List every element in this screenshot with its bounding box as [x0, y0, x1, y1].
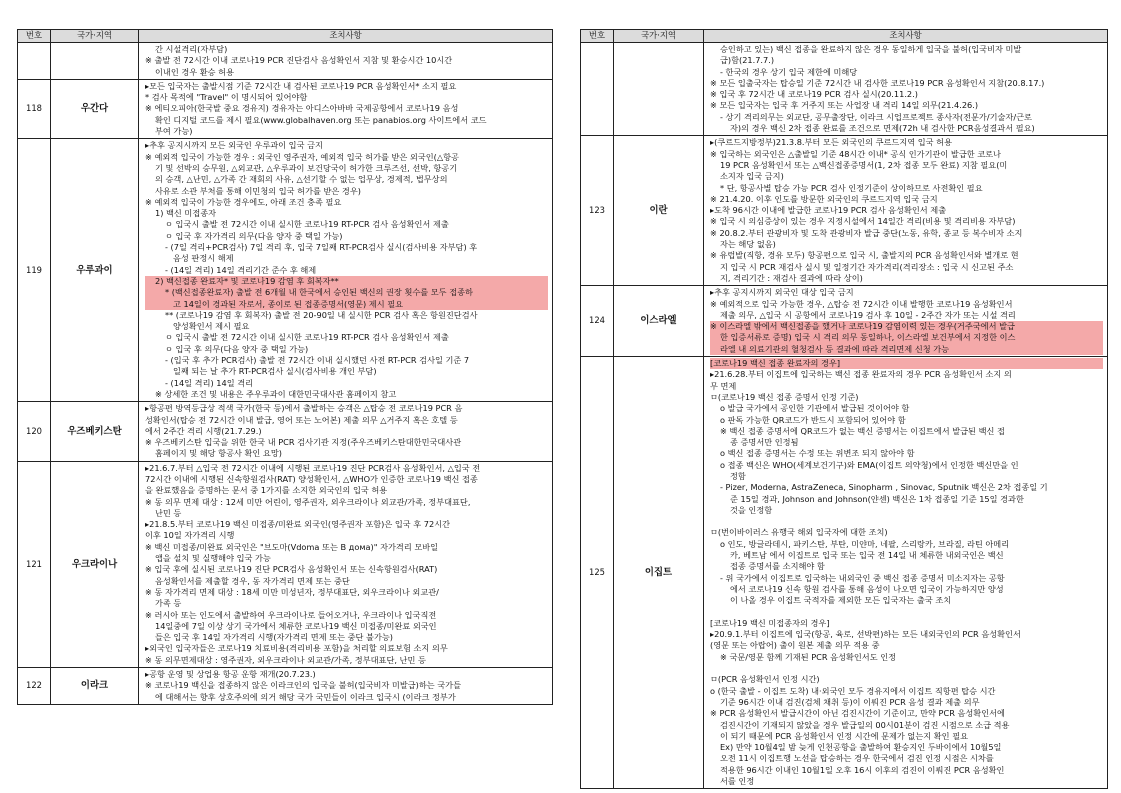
country-name: 이라크: [51, 668, 139, 705]
measure-cell: [704, 286, 1108, 357]
measure-cell: [139, 79, 553, 138]
measure-line: o 판독 가능한 QR코드가 반드시 포함되어 있어야 함: [720, 414, 906, 425]
measure-line: 자는 해당 없음): [720, 239, 776, 250]
measure-line: ※ 우즈베키스탄 입국을 위한 한국 내 PCR 검사기관 지정(주우즈베키스탄대한민국대사관: [145, 437, 462, 448]
measure-line: 서를 인정: [720, 776, 755, 786]
table-row: [581, 286, 1108, 357]
table-row: [18, 461, 553, 667]
row-number: [581, 43, 614, 136]
measure-line: ※ 동 의무면제대상 : 영주권자, 외우크라이나 외교관/가족, 정부대표단, 난민 등: [145, 654, 426, 665]
measure-line: - (7일 격리+PCR검사) 7일 격리 후, 입국 7일째 RT-PCR검사 실시(검사비용 자부담) 후: [165, 242, 478, 253]
measure-line: 에서 2주간 격리 시행(21.7.29.): [145, 425, 262, 436]
measure-cell: [139, 461, 553, 667]
measure-line: 양성확인서 제시 필요: [173, 321, 250, 332]
measure-line: 소지자 입국 금지): [720, 171, 784, 182]
measure-line: o 발급 국가에서 공인한 기관에서 발급된 것이어야 함: [720, 403, 910, 414]
measure-line: 19 PCR 음성확인서 또는 △백신접종증명서(1, 2차 접종 모두 완료) 지참 필요(미: [720, 159, 1008, 170]
measure-line: 지 입국 시 PCR 재검사 실시 및 일정기간 자가격리(격리장소 : 입국 시 신고된 주소: [720, 261, 1014, 272]
measure-line: 제출 의무, △입국 시 공항에서 코로나19 검사 후 10일 - 2주간 자가 또는 시설 격리: [720, 309, 1016, 320]
measure-cell: [139, 402, 553, 461]
measure-line: ▸모든 입국자는 출발시점 기준 72시간 내 검사된 코로나19 PCR 음성확인서* 소지 필요: [145, 80, 457, 91]
highlighted-measure-line: [코로나19 백신 접종 완료자의 경우]: [710, 358, 1103, 369]
measure-line: 종 증명서만 인정됨: [730, 437, 799, 448]
measure-line: [710, 663, 1103, 674]
row-number: 118: [18, 79, 51, 138]
measure-line: 접종 증명서를 소지해야 함: [730, 561, 825, 572]
right-table-body: [581, 43, 1108, 789]
measure-line: 적용한 96시간 이내인 10월1일 오후 16시 이후의 검진이 이뤄진 PCR 음성확인: [720, 764, 1005, 775]
left-table-body: [18, 43, 553, 705]
measure-line: 부여 가능): [155, 126, 193, 137]
country-name: 우루과이: [51, 139, 139, 402]
measure-line: 급)함(21.7.7.): [720, 55, 775, 66]
measure-line: ▸항공편 방역등급상 적색 국가(한국 등)에서 출발하는 승객은 △탑승 전 코로나19 PCR 음: [145, 403, 463, 414]
measure-line: ※ 상세한 조건 및 내용은 주우루과이 대한민국대사관 홈페이지 참고: [155, 388, 397, 399]
measure-line: 정함: [730, 470, 746, 481]
measure-line: 사유로 소관 부처를 통해 이민청의 입국 허가를 받은 경우): [155, 185, 361, 196]
measure-line: ▸21.8.5.부터 코로나19 백신 미접종/미완료 외국인(영주권자 포함)은 입국 후 72시간: [145, 519, 451, 530]
measure-line: ▸21.6.28.부터 이집트에 입국하는 백신 접종 완료자의 경우 PCR 음성확인서 소지 의: [710, 369, 1012, 380]
right-table: [580, 29, 1108, 789]
measure-line: 가족 등: [155, 598, 182, 609]
table-header-row: [581, 30, 1108, 43]
measure-line: - 한국의 경우 상기 입국 제한에 미해당: [720, 66, 858, 77]
country-name: 이집트: [614, 357, 704, 789]
measure-line: Ex) 만약 10월4일 밤 늦게 인천공항을 출발하여 환승지인 두바이에서 10월5일: [720, 742, 1002, 753]
measure-line: ㅁ(PCR 음성확인서 인정 시간): [710, 674, 820, 685]
header-country: 국가·지역: [614, 30, 704, 43]
measure-line: ▸추후 공지시까지 모든 외국인 우루과이 입국 금지: [145, 140, 323, 151]
row-number: 121: [18, 461, 51, 667]
measure-line: ▸추후 공지시까지 외국인 대상 입국 금지: [710, 287, 854, 298]
header-measure: 조치사항: [704, 30, 1108, 43]
measure-line: o 인도, 방글라데시, 파키스탄, 부탄, 미얀마, 네팔, 스리랑카, 브라질, 라틴 아메리: [720, 538, 1010, 549]
table-row: [581, 136, 1108, 286]
measure-line: ▸공항 운영 및 상업용 항공 운항 재개(20.7.23.): [145, 669, 316, 680]
measure-line: ▸21.6.7.부터 △입국 전 72시간 이내에 시행된 코로나19 진단 PCR검사 음성확인서, △입국 전: [145, 462, 481, 473]
measure-line: 이 나올 경우 이집트 국적자를 제외한 모든 입국자는 출국 조치: [730, 595, 952, 606]
country-name: 우간다: [51, 79, 139, 138]
measure-line: ㅇ 입국 후 자가격리 의무(다음 양자 중 택일 가능): [165, 230, 343, 241]
measure-line: 이후 10일 자가격리 시행: [145, 530, 235, 541]
measure-line: ▸20.9.1.부터 이집트에 입국(항공, 육로, 선박편)하는 모든 내외국인의 PCR 음성확인서: [710, 629, 1021, 640]
row-number: 123: [581, 136, 614, 286]
country-name: [51, 43, 139, 80]
measure-line: ※ 20.8.2.부터 관광비자 및 도착 관광비자 발급 중단(노동, 유학, 종교 등 복수비자 소지: [710, 227, 1023, 238]
measure-line: 무 면제: [710, 380, 737, 391]
country-name: 이란: [614, 136, 704, 286]
measure-line: 일째 되는 날 추가 RT-PCR검사 실시(검사비용 개인 부담): [173, 366, 377, 377]
measure-cell: [704, 357, 1108, 789]
measure-line: ※ 예외적으로 입국 가능한 경우, △탑승 전 72시간 이내 발행한 코로나19 음성확인서: [710, 298, 1013, 309]
measure-line: ※ PCR 음성확인서 발급시간이 아닌 검진시간이 기준이고, 만약 PCR 음성확인서에: [710, 708, 1005, 719]
measure-line: 성확인서(탑승 전 72시간 이내 발급, 영어 또는 노어본) 제출 의무 △거주지 혹은 호텔 등: [145, 414, 458, 425]
measure-line: ※ 예외적 입국이 가능한 경우 : 외국인 영주권자, 예외적 입국 허가를 받은 외국인(△항공: [145, 151, 459, 162]
measure-line: 의 승객, △난민, △가족 간 재회의 사유, △선기할 수 없는 업무상, 경제적, 법무상의: [155, 174, 448, 185]
header-no: 번호: [581, 30, 614, 43]
measure-line: 음성확인서를 제출할 경우, 동 자가격리 면제 또는 중단: [155, 575, 350, 586]
measure-line: ※ 입국 시 의심증상이 있는 경우 지정시설에서 14일간 격리(비용 및 격리비용 자부담): [710, 216, 1016, 227]
measure-line: 이내인 경우 환승 허용: [155, 66, 234, 77]
measure-line: 음성 판정시 해제: [173, 253, 234, 264]
measure-cell: [139, 43, 553, 80]
row-number: 125: [581, 357, 614, 789]
measure-line: [710, 607, 1103, 618]
measure-line: [710, 516, 1103, 527]
highlighted-measure-line: * (백신접종완료자) 출발 전 6개월 내 한국에서 승인된 백신의 권장 횟수를 모두 접종하: [145, 287, 548, 298]
measure-line: [코로나19 백신 미접종자의 경우]: [710, 617, 830, 628]
measure-cell: [139, 139, 553, 402]
measure-line: 간 시설격리(자부담): [155, 44, 228, 54]
measure-line: ㅇ 입국시 출발 전 72시간 이내 실시한 코로나19 RT-PCR 검사 음성확인서 제출: [165, 332, 449, 343]
left-table: [17, 29, 553, 705]
measure-line: ※ 에티오피아(한국발 중요 경유지) 경유자는 아디스아바바 국제공항에서 코로나19 음성: [145, 103, 459, 114]
header-measure: 조치사항: [139, 30, 553, 43]
measure-line: 준 15일 경과, Johnson and Johnson(얀센) 백신은 1차 접종일 기준 15일 경과한: [730, 493, 1024, 504]
row-number: 124: [581, 286, 614, 357]
measure-line: ※ 백신 접종 증명서에 QR코드가 없는 백신 증명서는 이집트에서 발급된 백신 접: [720, 425, 1005, 436]
header-no: 번호: [18, 30, 51, 43]
measure-line: - (입국 후 추가 PCR검사) 출발 전 72시간 이내 실시했던 사전 RT-PCR 검사일 기준 7: [165, 355, 470, 366]
measure-line: 앱을 설치 및 실행해야 입국 가능: [155, 553, 271, 564]
measure-line: - (14일 격리) 14일 격리기간 준수 후 해제: [165, 264, 317, 275]
measure-line: ** (코로나19 감염 후 회복자) 출발 전 20-90일 내 실시한 PCR 검사 혹은 항원진단검사: [165, 309, 478, 320]
country-name: 우크라이나: [51, 461, 139, 667]
measure-line: 에서 코로나19 신속 항원 검사를 통해 음성이 나오면 입국이 가능하지만 양성: [730, 583, 1004, 594]
measure-line: o 백신 접종 증명서는 수정 또는 위변조 되지 않아야 함: [720, 448, 915, 459]
measure-line: ㅁ(코로나19 백신 접종 증명서 인정 기준): [710, 391, 859, 402]
measure-line: 난민 등: [155, 507, 182, 518]
measure-line: ※ 모든 입출국자는 탑승일 기준 72시간 내 검사한 코로나19 PCR 음성확인서 지참(20.8.17.): [710, 77, 1045, 88]
measure-line: ※ 유럽발(직항, 경유 모두) 항공편으로 입국 시, 출발지의 PCR 음성확인서와 별개로 현: [710, 250, 1019, 261]
measure-line: - 위 국가에서 이집트로 입국하는 내외국인 중 백신 접종 증명서 미소지자는 공항: [720, 572, 1005, 583]
row-number: 122: [18, 668, 51, 705]
measure-line: - Pizer, Moderna, AstraZeneca, Sinopharm , Sinovac, Sputnik 백신은 2차 접종일 기: [720, 482, 1048, 493]
measure-line: ㅇ 입국시 출발 전 72시간 이내 실시한 코로나19 RT-PCR 검사 음성확인서 제출: [165, 219, 449, 230]
highlighted-measure-line: 한 입증서류로 증명) 입국 시 격리 의무 동일하나, 이스라엘 보건부에서 지정한 이스: [710, 332, 1103, 343]
measure-line: o (한국 출발 - 이집트 도착) 내·외국인 모두 경유지에서 이집트 직항편 탑승 시간: [710, 685, 996, 696]
measure-line: ※ 입국 후 72시간 내 코로나19 PCR 검사 실시(20.11.2.): [710, 89, 918, 100]
measure-line: 1) 백신 미접종자: [155, 208, 217, 219]
highlighted-measure-line: ※ 이스라엘 밖에서 백신접종을 했거나 코로나19 감염이력 있는 경우(거주국에서 발급: [710, 321, 1103, 332]
measure-line: 기 및 선박의 승무원, △외교관, △우루과이 보건당국이 허가한 크루즈선, 선박, 항공기: [155, 162, 458, 173]
table-row: [18, 402, 553, 461]
measure-line: ※ 모든 입국자는 입국 후 거주지 또는 사업장 내 격리 14일 의무(21.4.26.): [710, 100, 979, 111]
measure-line: ▸(쿠르드지방정부)21.3.8.부터 모든 외국인의 쿠르드지역 입국 허용: [710, 137, 952, 148]
measure-line: ※ 코로나19 백신을 접종하지 않은 이라크인의 입국을 불허(입국비자 미발급)하는 국가들: [145, 680, 462, 691]
measure-line: 을 완료했음을 증명하는 문서 중 1가지를 소지한 외국인의 입국 허용: [145, 485, 388, 496]
measure-line: ※ 입국하는 외국인은 △출발일 기준 48시간 이내* 공식 인가기관이 발급한 코로나: [710, 148, 1001, 159]
measure-line: 카, 베트남 에서 이집트로 입국 또는 입국 전 14일 내 체류한 내외국인은 백신: [730, 550, 1004, 561]
country-name: [614, 43, 704, 136]
measure-line: 자)의 경우 백신 2차 접종 완료를 조건으로 면제(72h 내 검사한 PCR음성결과서 필요): [730, 123, 1035, 134]
measure-line: * 검사 목적에 "Travel" 이 명시되어 있어야함: [145, 92, 308, 103]
measure-line: * 단, 항공사별 탑승 가능 PCR 검사 인정기준이 상이하므로 사전확인 필요: [720, 182, 983, 193]
measure-line: 확인 디지털 코드를 제시 필요(www.globalhaven.org 또는 panabios.org 사이트에서 코드: [155, 114, 487, 125]
measure-cell: [704, 136, 1108, 286]
row-number: [18, 43, 51, 80]
measure-line: 홈페이지 및 해당 항공사 확인 요망): [155, 448, 282, 459]
measure-line: ▸도착 96시간 이내에 발급한 코로나19 PCR 검사 음성확인서 제출: [710, 205, 947, 216]
measure-line: ※ 동 자가격리 면제 대상 : 18세 미만 미성년자, 정부대표단, 외우크라이나 외교관/: [145, 586, 439, 597]
measure-line: ※ 국문/영문 함께 기재된 PCR 음성확인서도 인정: [720, 651, 897, 662]
measure-line: (영문 또는 아랍어) 출이 원본 제출 의무 적용 중: [710, 640, 880, 651]
measure-line: 승인하고 있는) 백신 접종을 완료하지 않은 경우 동일하게 입국을 불허(입국비자 미발: [720, 44, 1022, 54]
country-name: 우즈베키스탄: [51, 402, 139, 461]
row-number: 120: [18, 402, 51, 461]
table-header-row: [18, 30, 553, 43]
measure-line: ※ 21.4.20. 이후 인도를 방문한 외국인의 쿠르드지역 입국 금지: [710, 193, 938, 204]
measure-line: 오전 11시 이집트행 노선을 탑승하는 경우 한국에서 검진 인정 시점은 시차를: [720, 753, 994, 764]
measure-cell: [704, 43, 1108, 136]
measure-line: ※ 예외적 입국이 가능한 경우에도, 아래 조건 충족 필요: [145, 196, 342, 207]
measure-line: 지, 격리기간 : 재검사 결과에 따라 상이): [720, 272, 863, 283]
measure-line: - 상기 격리의무는 외교단, 공무출장단, 이라크 시업프로젝트 종사자(전문가/기술자/근로: [720, 111, 1032, 122]
measure-line: ㅁ(번이바이러스 유행국 해외 입국자에 대한 조치): [710, 527, 888, 538]
table-row: [18, 43, 553, 80]
measure-line: ※ 입국 후에 실시된 코로나19 진단 PCR검사 음성확인서 또는 신속항원검사(RAT): [145, 564, 438, 575]
measure-line: ㅇ 입국 후 의무(다음 양자 중 택일 가능): [165, 343, 309, 354]
measure-line: 들은 입국 후 14일 자가격리 시행(자가격리 면제 또는 중단 불가능): [155, 632, 393, 643]
row-number: 119: [18, 139, 51, 402]
measure-line: ※ 동 의무 면제 대상 : 12세 미만 어린이, 영주권자, 외우크라이나 외교관/가족, 정부대표단,: [145, 496, 471, 507]
measure-line: 이 되기 때문에 PCR 음성확인서 인정 시간에 문제가 없는지 확인 필요: [720, 730, 969, 741]
measure-cell: [139, 668, 553, 705]
highlighted-measure-line: 라엘 내 의료기관의 혈청검사 등 결과에 따라 격리면제 신청 가능: [710, 344, 1103, 355]
table-row: [18, 668, 553, 705]
table-row: [18, 79, 553, 138]
highlighted-measure-line: 고 14일이 경과된 자로서, 종이로 된 접종증명서(영문) 제시 필요: [145, 299, 548, 310]
measure-line: ※ 출발 전 72시간 이내 코로나19 PCR 진단검사 음성확인서 지참 및 환승시간 10시간: [145, 55, 453, 66]
measure-line: 검진시간이 기재되지 않았을 경우 발급일의 00시01분이 검진 시점으로 소급 적용: [720, 719, 1010, 730]
measure-line: - (14일 격리) 14일 격리: [165, 377, 254, 388]
measure-line: 72시간 이내에 시행된 신속항원검사(RAT) 양성확인서, △WHO가 인증한 코로나19 백신 접종: [145, 473, 478, 484]
measure-line: ※ 백신 미접종/미완료 외국인은 "브도마(Vdoma 또는 В дома)" 자가격리 모바일: [145, 541, 439, 552]
measure-line: 것을 인정함: [730, 504, 773, 515]
header-country: 국가·지역: [51, 30, 139, 43]
measure-line: 14일중에 7일 이상 상기 국가에서 체류한 코로나19 백신 미접종/미완료 외국인: [155, 620, 437, 631]
table-row: [581, 43, 1108, 136]
measure-line: ▸외국인 입국자들은 코로나19 치료비용(격리비용 포함)을 처리할 의료보험 소지 의무: [145, 643, 448, 654]
table-row: [18, 139, 553, 402]
highlighted-measure-line: 2) 백신접종 완료자* 및 코로나19 감염 후 회복자**: [145, 276, 548, 287]
measure-line: o 접종 백신은 WHO(세계보건기구)와 EMA(이집트 의약청)에서 인정한 백신만을 인: [720, 459, 1019, 470]
measure-line: 기준 96시간 이내 검진(검체 채취 등)이 이뤄진 PCR 음성 결과 제출 의무: [720, 696, 980, 707]
country-name: 이스라엘: [614, 286, 704, 357]
measure-line: 에 대해서는 향후 상호주의에 의거 해당 국가 국민들이 이라크 입국시 (이라크 정부가: [155, 691, 456, 702]
table-row: [581, 357, 1108, 789]
measure-line: ※ 러시아 또는 인도에서 출발하여 우크라이나로 들어오거나, 우크라이나 입국직전: [145, 609, 437, 620]
